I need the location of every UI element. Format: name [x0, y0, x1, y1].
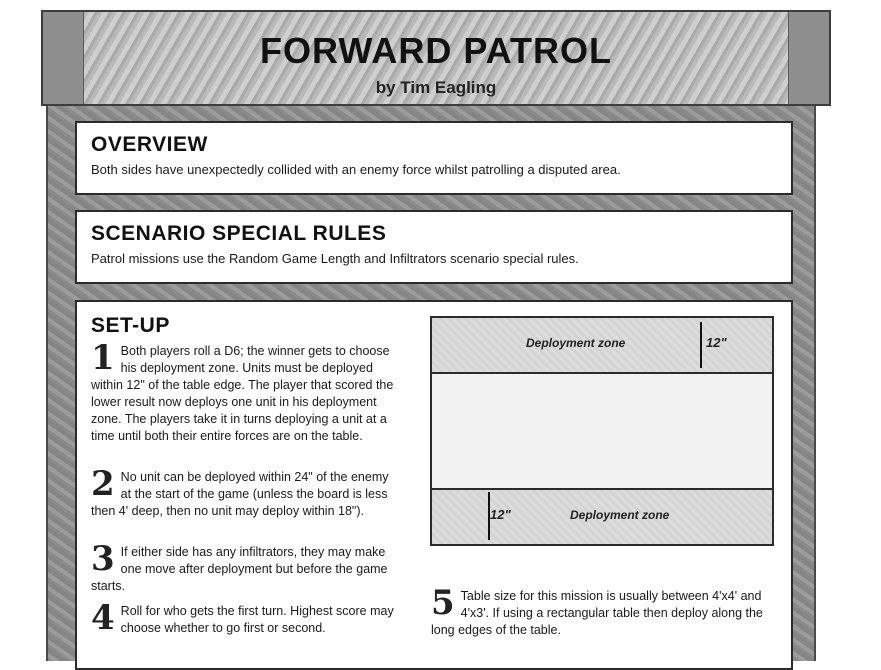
special-rules-heading: SCENARIO SPECIAL RULES — [91, 222, 387, 245]
step-number: 5 — [431, 583, 455, 623]
setup-section — [75, 300, 793, 670]
author-byline: by Tim Eagling — [375, 78, 497, 97]
top-zone-label: Deployment zone — [526, 336, 626, 350]
overview-text: Both sides have unexpectedly collided with an enemy force whilst patrolling a disputed area. — [91, 162, 621, 177]
overview-heading: OVERVIEW — [91, 133, 208, 156]
bottom-deployment-zone — [432, 488, 772, 544]
bottom-measure: 12" — [490, 507, 511, 522]
step-text: Roll for who gets the first turn. Highest score may choose whether to go first or second. — [120, 604, 394, 635]
step-number: 2 — [91, 464, 115, 504]
step-number: 1 — [91, 338, 115, 378]
setup-step-2 — [91, 464, 401, 520]
step-text: No unit can be deployed within 24" of the enemy at the start of the game (unless the board is less then 4' deep, then no unit may deploy within 18"). — [91, 470, 389, 518]
special-rules-section — [75, 210, 793, 284]
setup-step-4 — [91, 598, 401, 638]
step-text: Table size for this mission is usually between 4'x4' and 4'x3'. If using a rectangular table then deploy along the long edges of the table. — [431, 589, 763, 637]
bottom-zone-label: Deployment zone — [570, 508, 670, 522]
setup-step-1 — [91, 338, 401, 445]
setup-step-3 — [91, 539, 401, 595]
setup-heading: SET-UP — [91, 314, 170, 337]
special-rules-text: Patrol missions use the Random Game Length and Infiltrators scenario special rules. — [91, 251, 579, 266]
step-text: If either side has any infiltrators, they may make one move after deployment but before the game starts. — [91, 545, 388, 593]
measure-arrow — [700, 322, 702, 368]
top-measure: 12" — [706, 335, 727, 350]
deployment-map — [430, 316, 774, 546]
step-number: 3 — [91, 539, 115, 579]
overview-section — [75, 121, 793, 195]
setup-step-5 — [431, 583, 771, 639]
page-title: FORWARD PATROL — [260, 30, 612, 71]
title-banner — [41, 10, 831, 106]
top-deployment-zone — [432, 318, 772, 374]
step-text: Both players roll a D6; the winner gets to choose his deployment zone. Units must be deployed within 12" of the table edge. The player that scored the lower result now deploys one unit in his deployment zone. The players take it in turns deploying a unit at a time until both their entire forces are on the table. — [91, 344, 394, 443]
step-number: 4 — [91, 598, 115, 638]
